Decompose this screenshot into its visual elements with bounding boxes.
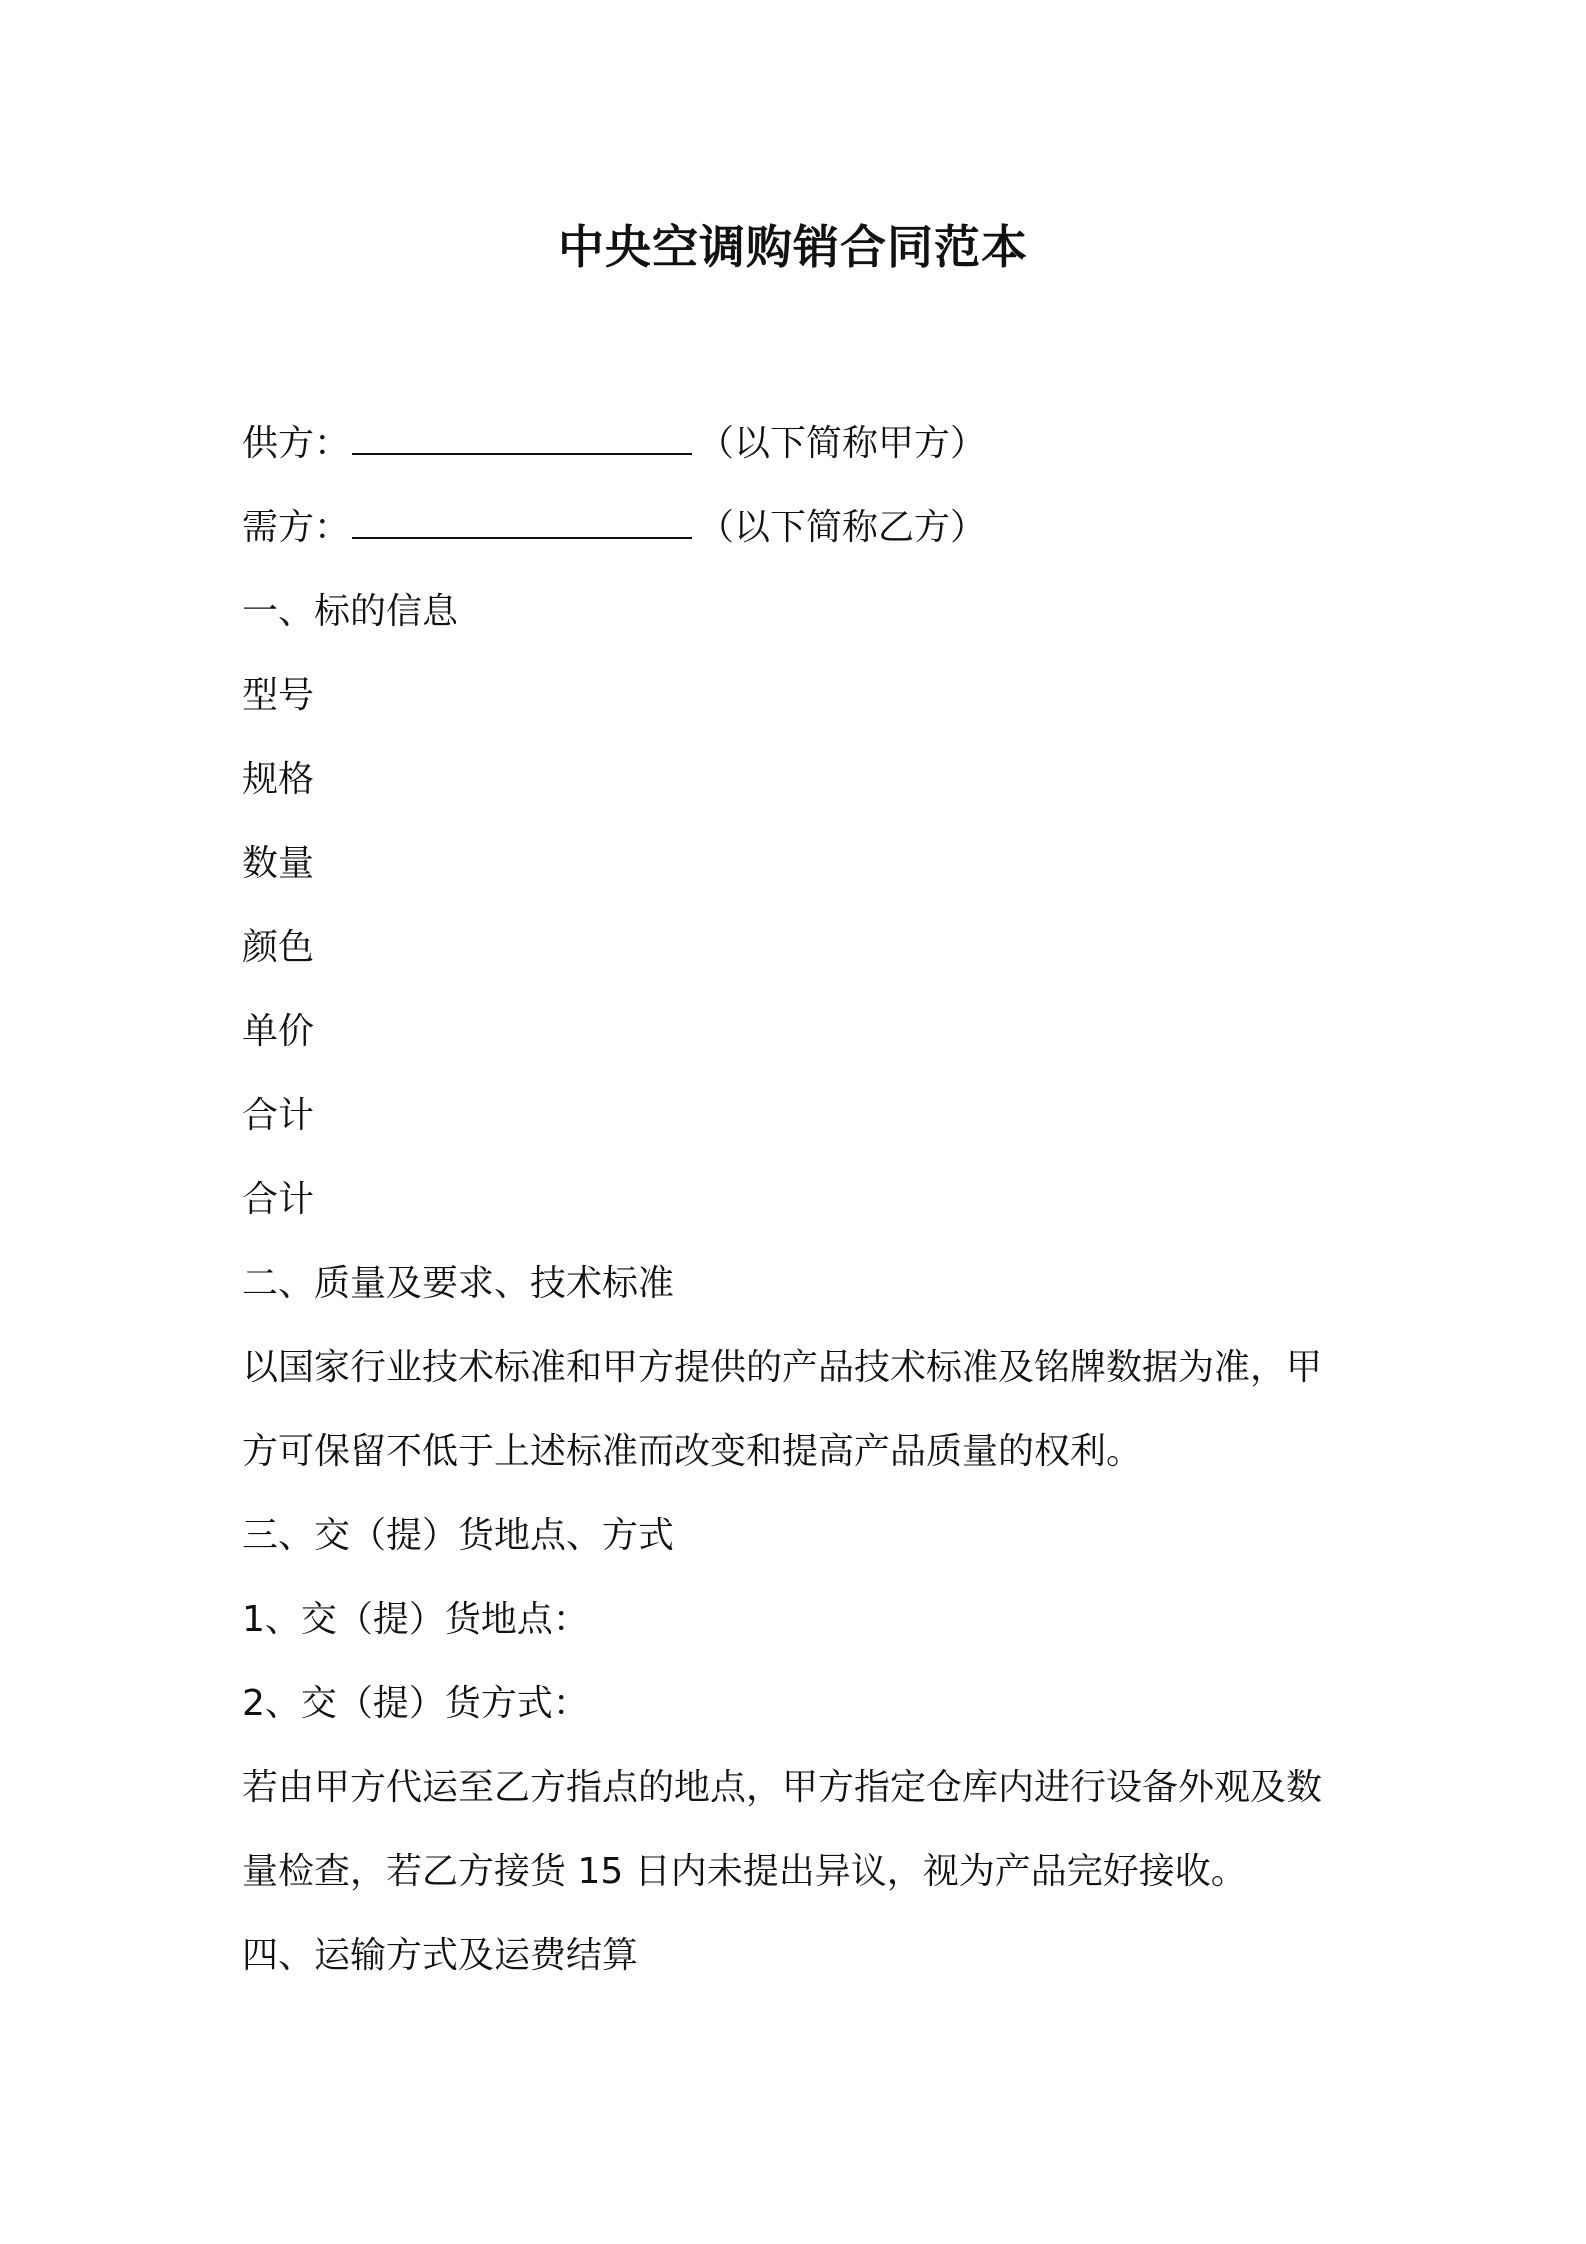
buyer-blank [352,493,692,539]
section3-heading: 三、交（提）货地点、方式 [242,1515,675,1556]
section2-paragraph-line2: 方可保留不低于上述标准而改变和提高产品质量的权利。 [242,1431,1143,1472]
section2-heading: 二、质量及要求、技术标准 [242,1263,675,1304]
buyer-line [242,486,1362,570]
subject-item-total-2: 合计 [242,1179,315,1220]
section4-heading: 四、运输方式及运费结算 [242,1935,639,1976]
supplier-suffix: （以下简称甲方） [698,423,987,464]
supplier-blank [352,409,692,455]
delivery-method: 2、交（提）货方式： [242,1683,589,1724]
section3-paragraph-line2: 量检查，若乙方接货 15 日内未提出异议，视为产品完好接收。 [242,1851,1247,1892]
subject-item-quantity: 数量 [242,843,315,884]
subject-item-unit-price: 单价 [242,1011,315,1052]
document-title: 中央空调购销合同范本 [558,220,1028,274]
document-body [242,402,1362,1998]
subject-item-model: 型号 [242,675,315,716]
subject-item-color: 颜色 [242,927,315,968]
supplier-label: 供方： [242,423,351,464]
section2-paragraph-line1: 以国家行业技术标准和甲方提供的产品技术标准及铭牌数据为准，甲 [242,1347,1323,1388]
supplier-line [242,402,1362,486]
delivery-location: 1、交（提）货地点： [242,1599,589,1640]
section1-heading: 一、标的信息 [242,591,459,632]
buyer-label: 需方： [242,507,351,548]
buyer-suffix: （以下简称乙方） [698,507,987,548]
subject-item-spec: 规格 [242,759,315,800]
section3-paragraph-line1: 若由甲方代运至乙方指点的地点，甲方指定仓库内进行设备外观及数 [242,1767,1323,1808]
subject-item-total: 合计 [242,1095,315,1136]
